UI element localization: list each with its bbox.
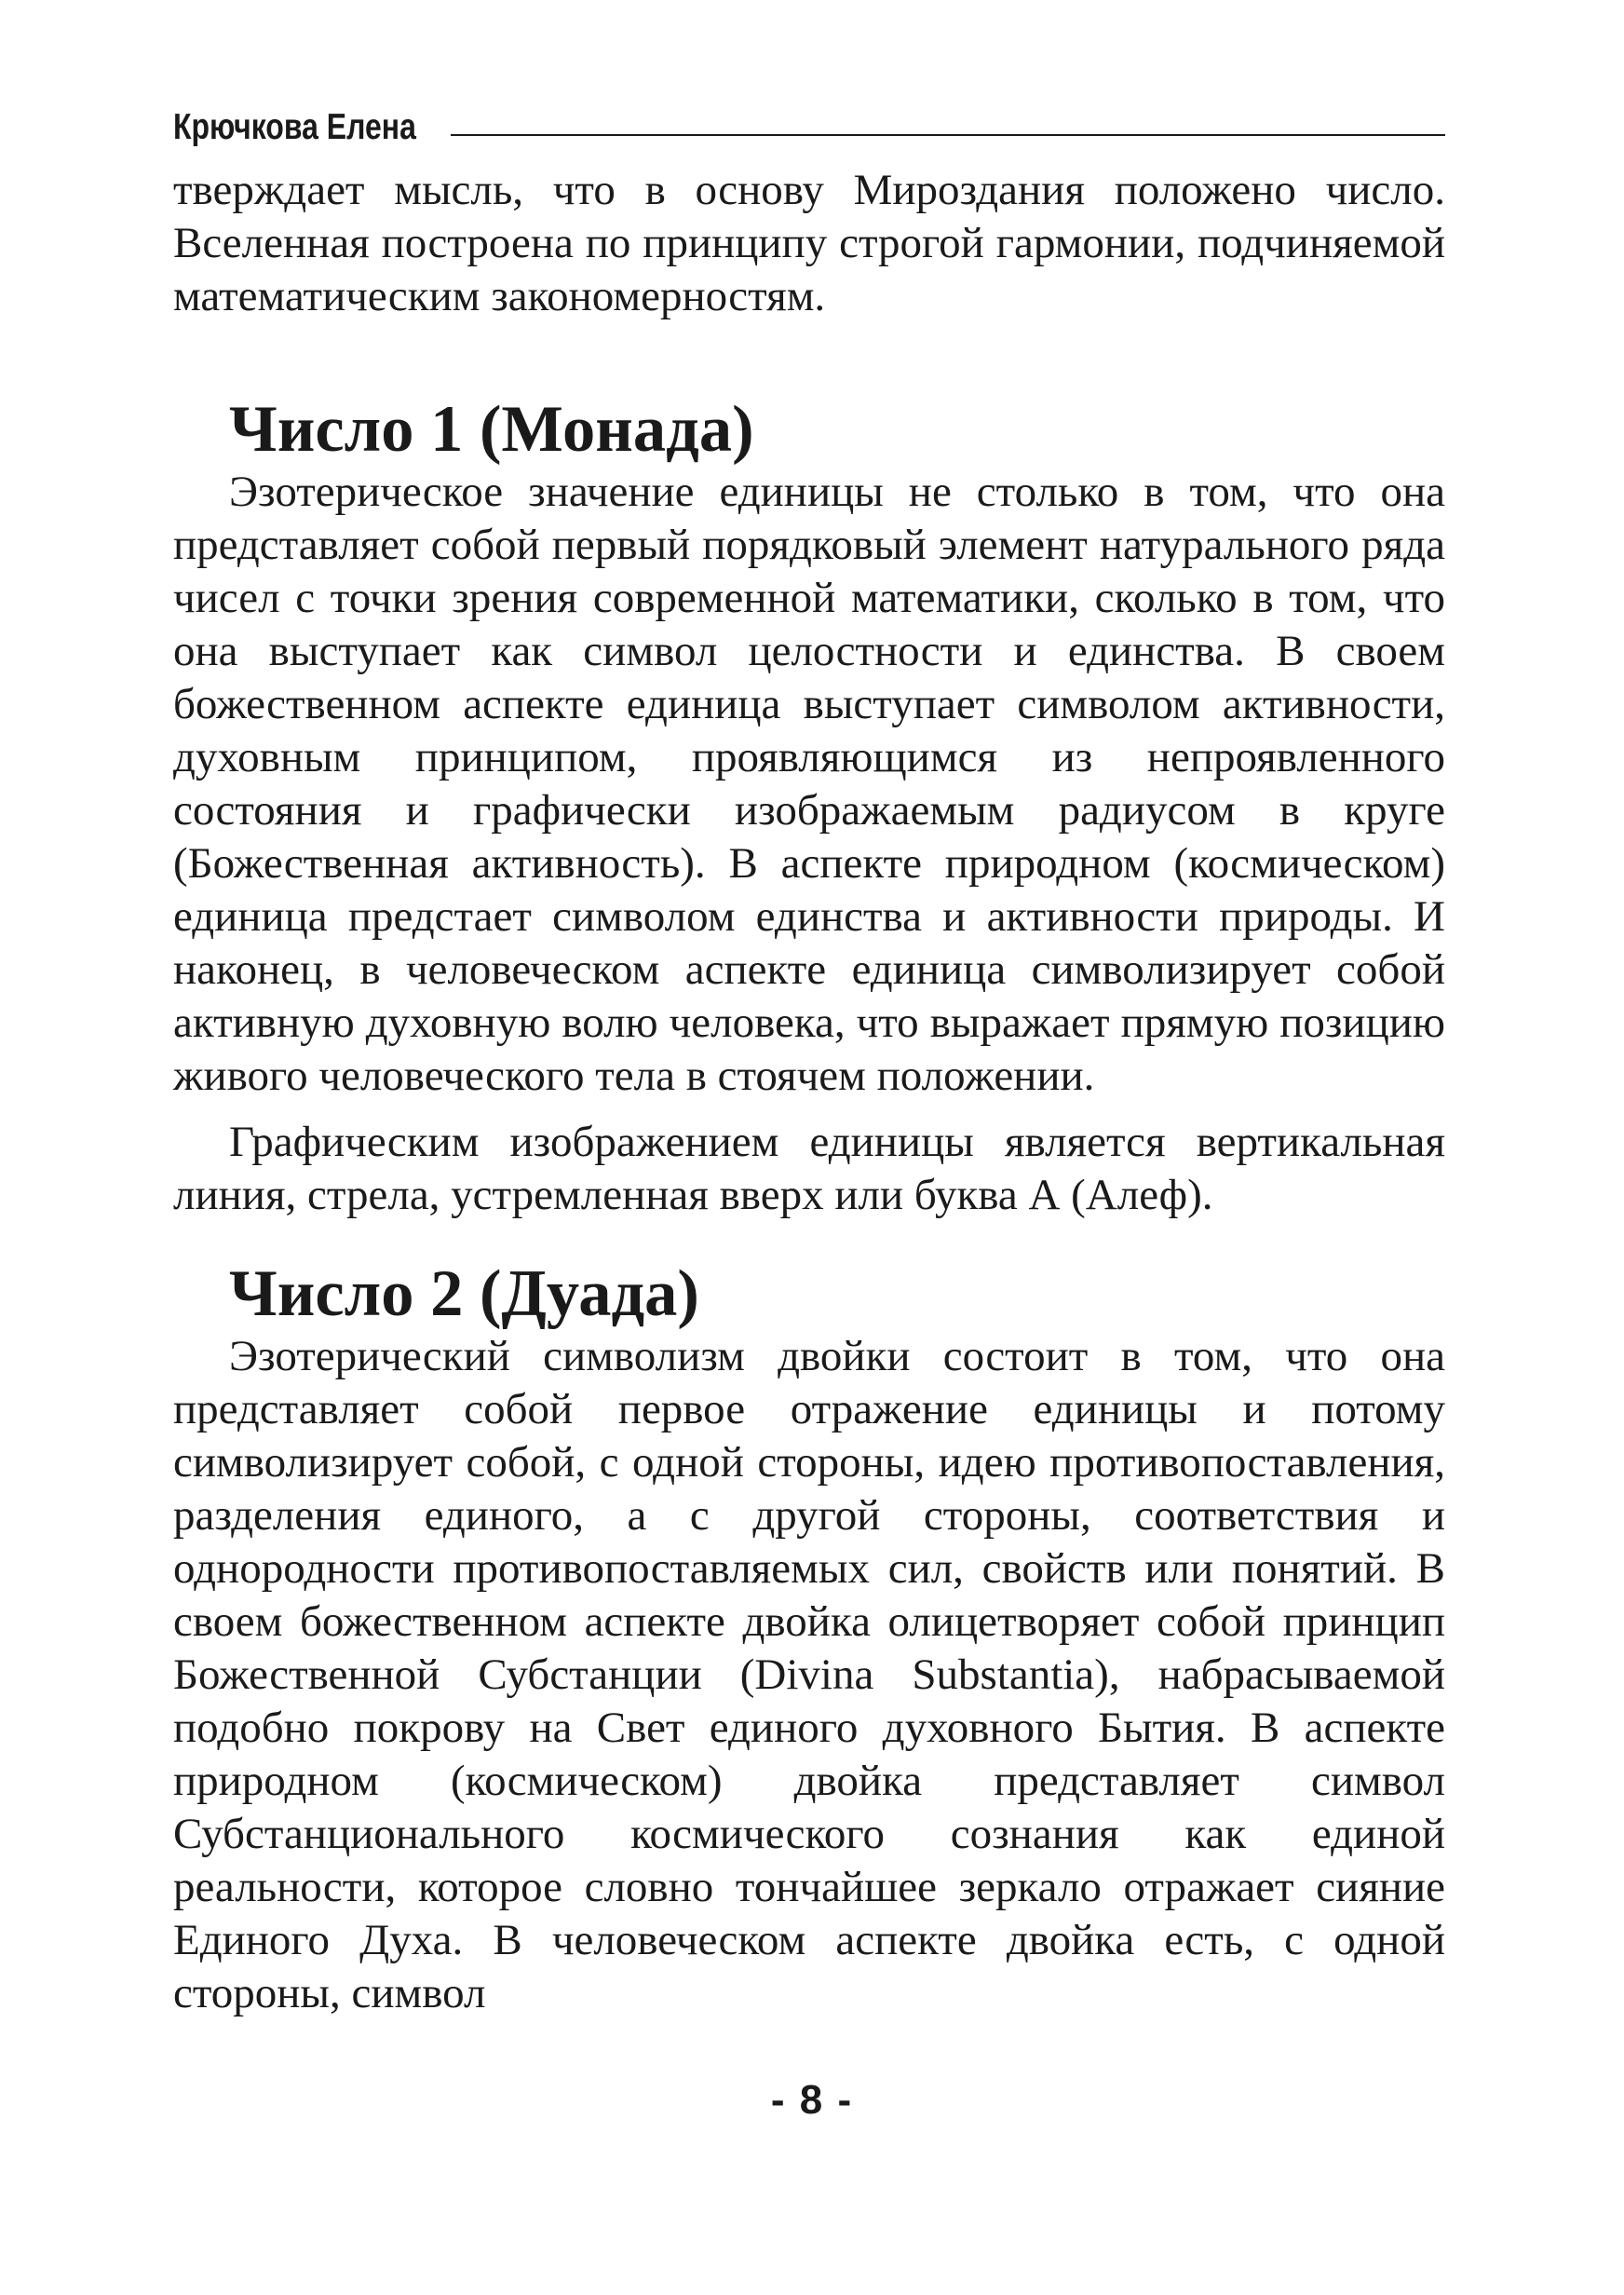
page-number: - 8 -	[770, 2077, 854, 2123]
duad-paragraph-1: Эзотерический символизм двойки состоит в том, что она представляет собой первое отражение единицы и потому символизирует собой, с одной стороны, идею противопоставления, разделения единого, а с другой стороны, соответствия и однородности противопоставляемых сил, свойств или понятий. В своем божественном аспекте двойка олицетворяет собой принцип Божественной Субстанции (Divina Substantia), набрасываемой подобно покрову на Свет единого духовного Бытия. В аспекте природном (космическом) двойка представляет символ Субстанционального космического сознания как единой реальности, которое словно тончайшее зеркало отражает сияние Единого Духа. В человеческом аспекте двойка есть, с одной стороны, символ	[173, 1332, 1445, 2017]
author-name: Крючкова Елена	[173, 107, 416, 147]
section-heading-monad: Число 1 (Монада)	[229, 393, 754, 466]
monad-paragraph-2: Графическим изображением единицы является вертикальная линия, стрела, устремленная вверх или буква А (Алеф).	[173, 1118, 1445, 1219]
monad-paragraph-1: Эзотерическое значение единицы не столько в том, что она представляет собой первый порядковый элемент натурального ряда чисел с точки зрения современной математики, сколько в том, что она выступает как символ целостности и единства. В своем божественном аспекте единица выступает символом активности, духовным принципом, проявляющимся из непроявленного состояния и графически изображаемым радиусом в круге (Божественная активность). В аспекте природном (космическом) единица предстает символом единства и активности природы. И наконец, в человеческом аспекте единица символизирует собой активную духовную волю человека, что выражает прямую позицию живого человеческого тела в стоячем положении.	[173, 468, 1445, 1100]
running-head	[173, 104, 1445, 151]
intro-paragraph: тверждает мысль, что в основу Мироздания положено число. Вселенная построена по принципу строгой гармонии, подчиняемой математическим закономерностям.	[173, 166, 1445, 320]
section-heading-duad: Число 2 (Дуада)	[229, 1257, 699, 1330]
page-body	[173, 164, 1445, 2020]
header-rule	[451, 134, 1445, 136]
